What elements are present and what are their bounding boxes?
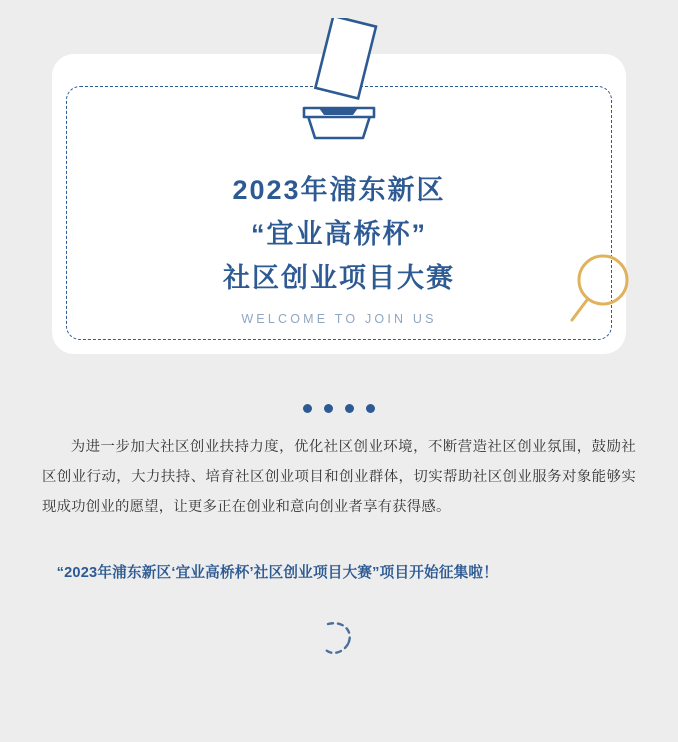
dashed-swirl-icon (318, 618, 360, 662)
hero-card (52, 54, 626, 354)
hero-subtitle: WELCOME TO JOIN US (241, 312, 437, 326)
magnifier-icon (570, 250, 642, 336)
hero-title-line-3: 社区创业项目大赛 (223, 263, 455, 293)
separator-dot (345, 404, 354, 413)
dots-separator (0, 404, 678, 413)
hero-title-block (52, 168, 626, 326)
separator-dot (324, 404, 333, 413)
hero-title-line-2: “宜业高桥杯” (251, 219, 427, 249)
ballot-box-icon (274, 18, 404, 140)
highlight-paragraph: “2023年浦东新区‘宜业高桥杯’社区创业项目大赛”项目开始征集啦！ (56, 565, 499, 581)
body-paragraph: 为进一步加大社区创业扶持力度，优化社区创业环境，不断营造社区创业氛围，鼓励社区创业行动，大力扶持、培育社区创业项目和创业群体，切实帮助社区创业服务对象能够实现成功创业的愿望，让更多正在创业和意向创业者享有获得感。 (42, 439, 636, 515)
hero-title-line-1: 2023年浦东新区 (232, 175, 446, 205)
separator-dot (303, 404, 312, 413)
separator-dot (366, 404, 375, 413)
